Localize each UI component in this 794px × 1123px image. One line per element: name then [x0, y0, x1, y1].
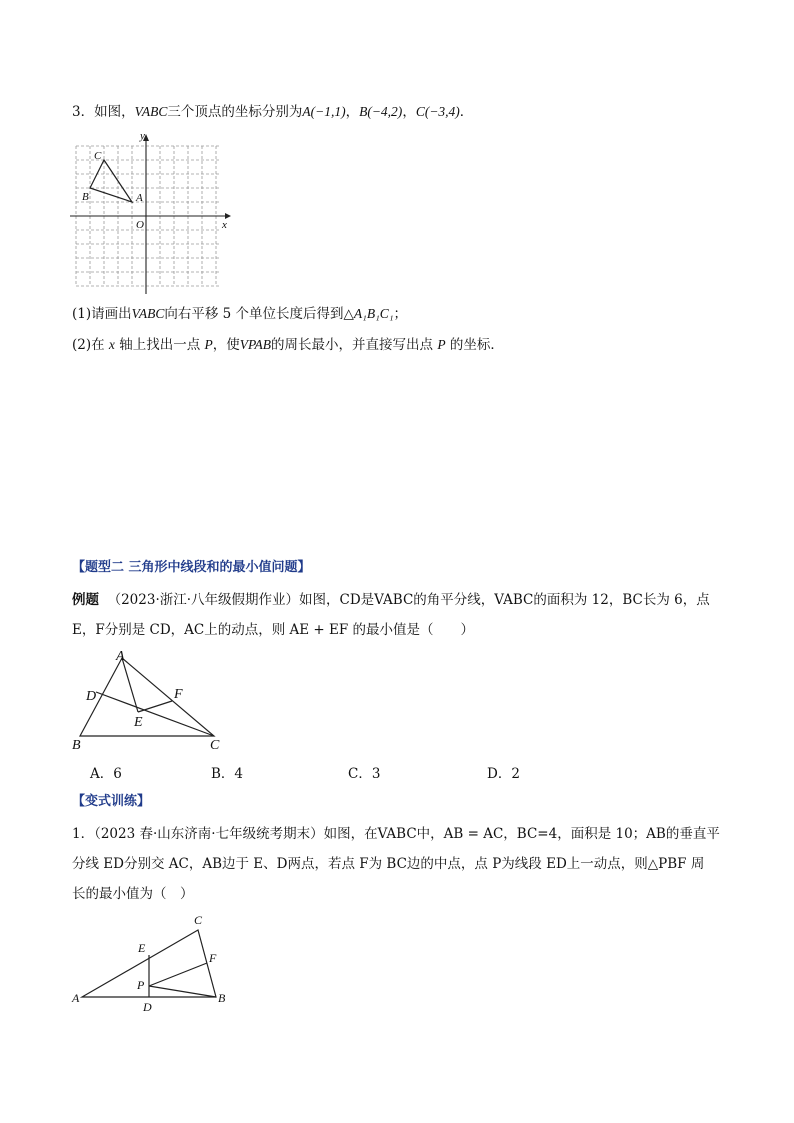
variant-q1-line-2: 分线 ED分别交 AC，AB边于 E、D两点，若点 F为 BC边的中点，点 P为线段 ED上一动点，则△PBF 周 — [72, 856, 705, 872]
option-b[interactable]: B．4 — [211, 766, 244, 782]
fig3-label-e: E — [138, 941, 146, 955]
fig3-label-c: C — [194, 913, 203, 927]
fig2-label-c: C — [210, 738, 220, 753]
q3-part1: (1)请画出VABC向右平移 5 个单位长度后得到△A₁B₁C₁； — [72, 306, 408, 322]
q3-part2: (2)在 x 轴上找出一点 P，使VPAB的周长最小，并直接写出点 P 的坐标． — [72, 337, 504, 353]
variant-triangle-figure — [66, 910, 241, 1020]
coordinate-grid-figure — [70, 132, 240, 292]
fig2-label-b: B — [72, 738, 81, 753]
option-d[interactable]: D．2 — [487, 766, 520, 782]
grid-label-c: C — [94, 150, 102, 162]
example-line-2: E，F分别是 CD，AC上的动点，则 AE + EF 的最小值是（ ） — [72, 622, 475, 638]
example-line-1: 例题 （2023·浙江·八年级假期作业）如图，CD是VABC的角平分线，VABC的面积为 12，BC长为 6，点 — [72, 592, 710, 608]
q3-statement: 3．如图，VABC三个顶点的坐标分别为A(−1,1)，B(−4,2)，C(−3,4)． — [72, 104, 474, 120]
fig2-label-e: E — [134, 715, 143, 730]
fig3-label-p: P — [137, 978, 145, 992]
fig3-label-b: B — [218, 991, 226, 1005]
fig3-label-f: F — [209, 951, 217, 965]
fig2-label-f: F — [174, 687, 183, 702]
fig3-label-d: D — [143, 1000, 152, 1014]
variant-q1-line-1: 1．（2023 春·山东济南·七年级统考期末）如图，在VABC中，AB = AC，BC=4，面积是 10；AB的垂直平 — [72, 826, 720, 842]
option-a[interactable]: A．6 — [90, 766, 122, 782]
example-triangle-figure — [72, 648, 242, 758]
section3-heading: 【变式训练】 — [72, 794, 151, 809]
grid-label-x: x — [222, 219, 227, 231]
fig3-label-a: A — [72, 991, 80, 1005]
grid-label-o: O — [136, 219, 144, 231]
grid-label-b: B — [82, 191, 89, 203]
fig2-label-a: A — [116, 649, 125, 664]
fig2-label-d: D — [86, 689, 97, 704]
section2-heading: 【题型二 三角形中线段和的最小值问题】 — [72, 560, 311, 575]
option-c[interactable]: C．3 — [348, 766, 381, 782]
variant-q1-line-3: 长的最小值为（ ） — [72, 886, 194, 902]
grid-label-a: A — [136, 192, 143, 204]
grid-label-y: y — [140, 130, 145, 142]
